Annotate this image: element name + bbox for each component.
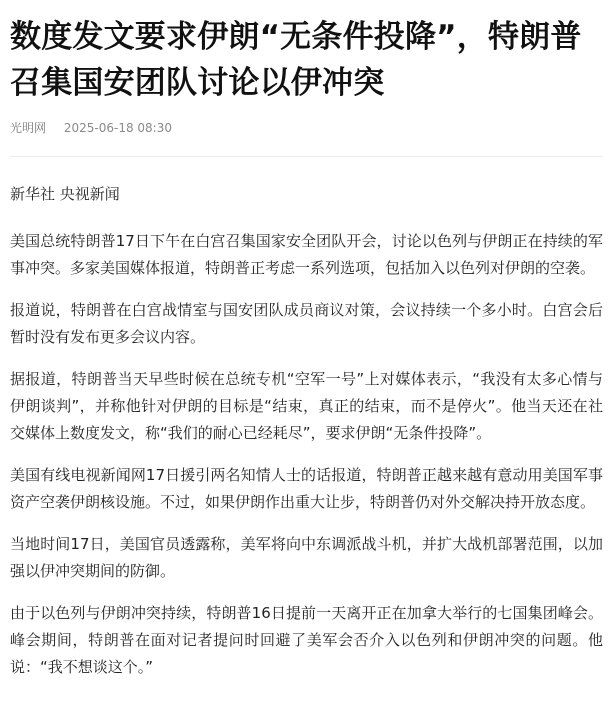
article-paragraph: 由于以色列与伊朗冲突持续，特朗普16日提前一天离开正在加拿大举行的七国集团峰会。峰会期间，特朗普在面对记者提问时回避了美军会否介入以色列和伊朗冲突的问题。他说：“我不想谈这个。” [10, 604, 603, 676]
article-paragraph: 美国有线电视新闻网17日援引两名知情人士的话报道，特朗普正越来越有意动用美国军事资产空袭伊朗核设施。不过，如果伊朗作出重大让步，特朗普仍对外交解决持开放态度。 [10, 466, 603, 511]
article-timestamp: 2025-06-18 08:30 [63, 121, 172, 135]
article-paragraph: 当地时间17日，美国官员透露称，美军将向中东调派战斗机，并扩大战机部署范围，以加强以伊冲突期间的防御。 [10, 535, 603, 580]
article-paragraph: 报道说，特朗普在白宫战情室与国安团队成员商议对策，会议持续一个多小时。白宫会后暂时没有发布更多会议内容。 [10, 301, 603, 346]
article-paragraph: 美国总统特朗普17日下午在白宫召集国家安全团队开会，讨论以色列与伊朗正在持续的军事冲突。多家美国媒体报道，特朗普正考虑一系列选项，包括加入以色列对伊朗的空袭。 [10, 232, 603, 277]
article-source[interactable]: 光明网 [10, 121, 47, 135]
divider [10, 156, 603, 157]
article-body [10, 181, 603, 681]
article-byline: 新华社 央视新闻 [10, 185, 120, 203]
article-title: 数度发文要求伊朗“无条件投降”，特朗普召集国安团队讨论以伊冲突 [10, 19, 582, 101]
article-meta [10, 120, 603, 136]
article-paragraph: 据报道，特朗普当天早些时候在总统专机“空军一号”上对媒体表示，“我没有太多心情与伊朗谈判”，并称他针对伊朗的目标是“结束，真正的结束，而不是停火”。他当天还在社交媒体上数度发文，称“我们的耐心已经耗尽”，要求伊朗“无条件投降”。 [10, 370, 603, 442]
